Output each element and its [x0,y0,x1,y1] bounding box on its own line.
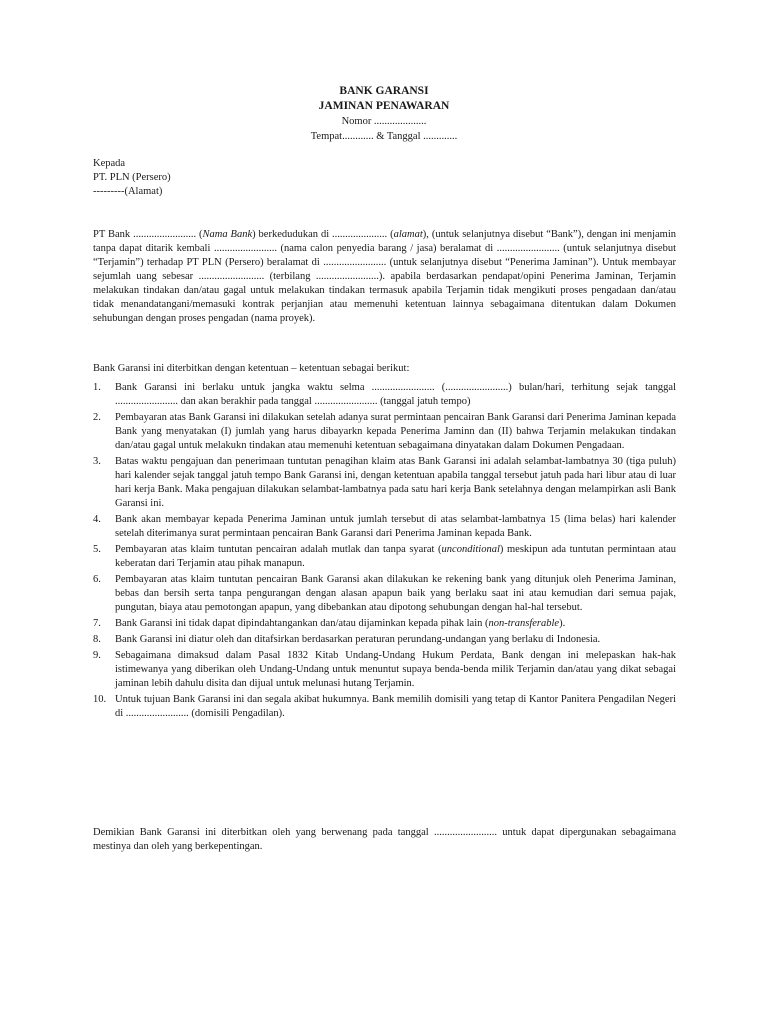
term-text [115,617,676,631]
term-number: 9. [93,650,101,661]
term-text: Bank Garansi ini diatur oleh dan ditafsirkan berdasarkan peraturan perundang-undangan yang berlaku di Indonesia. [115,634,601,645]
intro-part-2: ) berkedudukan di ..................... ( [252,229,394,240]
term-text: Sebagaimana dimaksud dalam Pasal 1832 Kitab Undang-Undang Hukum Perdata, Bank dengan ini melepaskan hak-hak istimewanya yang diberikan oleh Undang-Undang untuk menuntut supaya benda-benda milik Terjamin dan/atau yang dikat sebagai jaminan lebih dahulu disita dan dijual untuk melunasi hutang Terjamin. [115,650,676,689]
term-text-before: Pembayaran atas klaim tuntutan pencairan adalah mutlak dan tanpa syarat ( [115,544,442,555]
bank-name-placeholder: Nama Bank [202,229,253,240]
term-item [93,617,676,631]
term-text [115,543,676,571]
term-item [93,693,676,721]
term-number: 2. [93,412,101,423]
term-text: Pembayaran atas klaim tuntutan pencairan Bank Garansi akan dilakukan ke rekening bank yang ditunjuk oleh Penerima Jaminan, bebas dan bersih serta tanpa pengurangan dengan alasan apapun baik yang berlaku saat ini atau kemudian dari semua pajak, pungutan, biaya atau pemotongan apapun, yang dibebankan atau dipotong sehubungan dengan hal-hal tersebut. [115,574,676,613]
term-number: 7. [93,618,101,629]
term-number: 4. [93,514,101,525]
term-text-after: ) meskipun ada tuntutan permintaan atau keberatan dari Terjamin atau pihak manapun. [115,544,676,569]
document-subtitle: JAMINAN PENAWARAN [318,100,450,112]
term-text: Bank akan membayar kepada Penerima Jaminan untuk jumlah tersebut di atas selambat-lambatnya 15 (lima belas) hari kalender setelah diterimanya surat permintaan pencairan Bank Garansi dari Penerima Jaminan kepada Bank. [115,514,676,539]
intro-part-3: ), (untuk selanjutnya disebut “Bank”), dengan ini menjamin tanpa dapat ditarik kembali ........................ (nama calon penyedia barang / jasa) beralamat di ........................ (untuk selanjutnya disebut “Terjamin”) terhadap PT PLN (Persero) beralamat di ........................ (untuk selanjutnya disebut “Penerima Jaminan”). Untuk membayar sejumlah uang sebesar ......................... (terbilang ........................). apabila berdasarkan pendapat/opini Penerima Jaminan, Terjamin melakukan tindakan dan/atau gagal untuk melakukan tindakan termasuk apabila Terjamin tidak mengikuti proses pengadaan dan/atau tidak menandatangani/memasuki kontrak perjanjian atau memenuhi ketentuan lainnya sebagaimana ditentukan dalam Dokumen sehubungan dengan proses pengadan (nama proyek). [93,229,677,324]
term-text: Bank Garansi ini berlaku untuk jangka waktu selma ........................ (........................) bulan/hari, terhitung sejak tanggal ........................ dan akan berakhir pada tanggal ........................ (tanggal jatuh tempo) [115,382,676,407]
term-item [93,649,676,691]
recipient-address: ---------(Alamat) [93,186,163,197]
closing-paragraph: Demikian Bank Garansi ini diterbitkan oleh yang berwenang pada tanggal ........................ untuk dapat dipergunakan sebagaimana mestinya dan oleh yang berkepentingan. [93,827,676,852]
term-text-italic: unconditional [441,544,500,555]
term-text: Untuk tujuan Bank Garansi ini dan segala akibat hukumnya. Bank memilih domisili yang tetap di Kantor Panitera Pengadilan Negeri di ........................ (domisili Pengadilan). [115,694,676,719]
term-number: 6. [93,574,101,585]
place-date: Tempat............ & Tanggal ............. [310,131,458,142]
document-title: BANK GARANSI [339,85,429,97]
document-number: Nomor .................... [341,116,427,127]
intro-part-1: PT Bank ........................ ( [93,229,203,240]
term-text-italic: non-transferable [488,618,560,629]
term-number: 8. [93,634,101,645]
term-item [93,513,676,541]
term-text-before: Bank Garansi ini tidak dapat dipindahtangankan dan/atau dijaminkan kepada pihak lain ( [115,618,489,629]
term-number: 1. [93,382,101,393]
term-number: 5. [93,544,101,555]
term-item [93,633,676,647]
term-text: Pembayaran atas Bank Garansi ini dilakukan setelah adanya surat permintaan pencairan Bank Garansi dari Penerima Jaminan kepada Bank yang menyatakan (I) jumlah yang harus dibayarkn kepada Penerima Jaminn dan (II) bahwa Terjamin melakukan tindakan dan/atau gagal untuk melakukn tindakan atau memenuhi ketentuan sebagaimana dinyatakan dalam Dokumen Pengadaan. [115,412,676,451]
term-number: 10. [93,694,107,705]
term-item [93,543,676,571]
term-item [93,455,676,511]
recipient-block [93,157,676,199]
intro-paragraph [93,228,676,326]
term-item [93,381,676,409]
recipient-name: PT. PLN (Persero) [93,172,171,183]
term-text: Batas waktu pengajuan dan penerimaan tuntutan penagihan klaim atas Bank Garansi ini adalah selambat-lambatnya 30 (tiga puluh) hari kalender sejak tanggal jatuh tempo Bank Garansi ini, dengan ketentuan apabila tanggal tersebut jatuh pada hari libur atau di luar hari kerja Bank. Maka pengajuan dilakukan selambat-lambatnya pada satu hari kerja Bank setelahnya dengan melampirkan asli Bank Garansi ini. [115,456,676,509]
term-text-after: ). [559,618,566,629]
address-placeholder: alamat [393,229,423,240]
terms-lead: Bank Garansi ini diterbitkan dengan ketentuan – ketentuan sebagai berikut: [93,363,410,374]
term-item [93,411,676,453]
document-header [0,84,768,144]
term-item [93,573,676,615]
recipient-to: Kepada [93,158,126,169]
terms-list [93,381,676,723]
term-number: 3. [93,456,101,467]
